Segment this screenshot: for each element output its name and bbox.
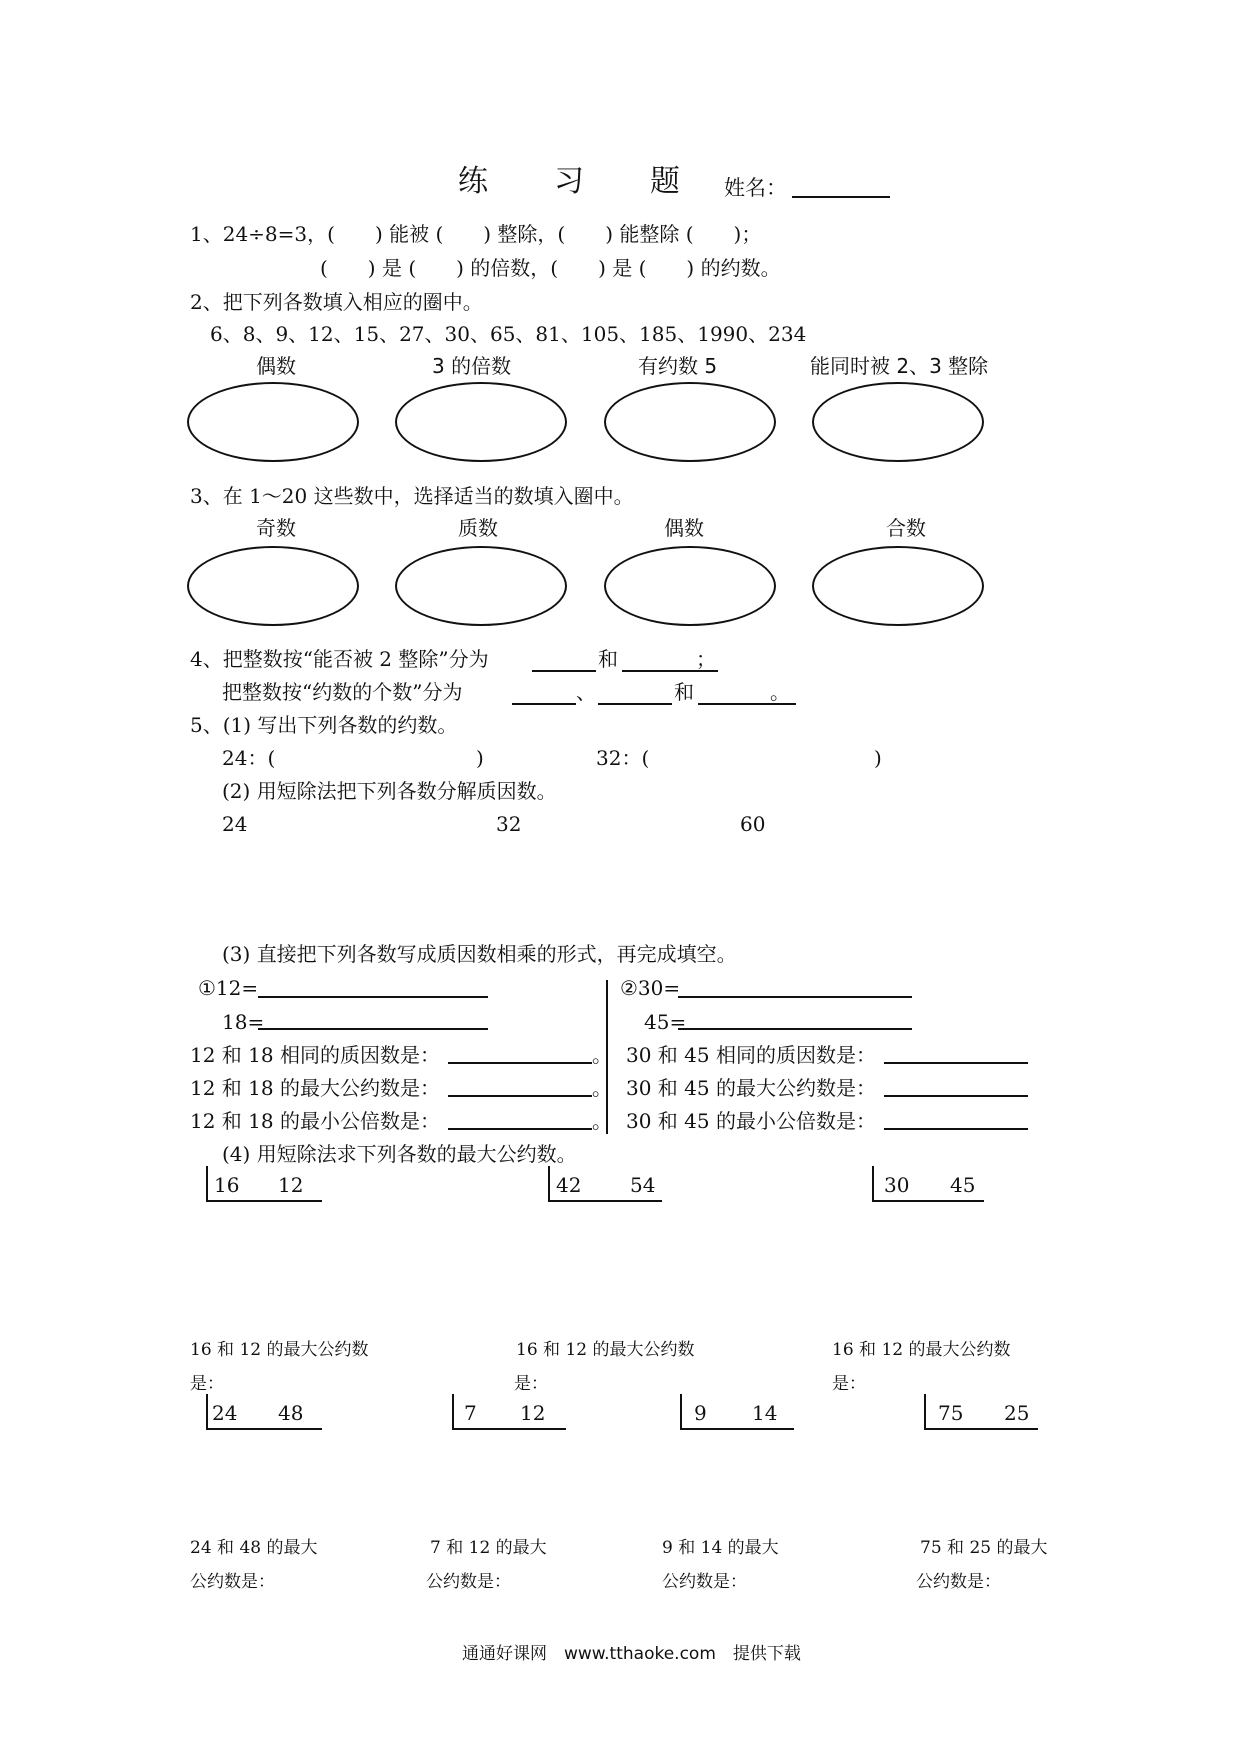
q5-24-open: 24：( xyxy=(222,746,276,770)
q4-blank-3[interactable] xyxy=(512,703,576,705)
q5-left-r3-blank[interactable] xyxy=(448,1128,592,1130)
q2-label-div6: 能同时被 2、3 整除 xyxy=(810,354,989,378)
division-num-a: 30 xyxy=(884,1173,910,1197)
q5-left-12: ①12= xyxy=(198,976,259,1000)
q5-right-r1: 30 和 45 相同的质因数是： xyxy=(626,1043,876,1067)
q5-p2-num-32: 32 xyxy=(496,812,522,836)
q4-blank-1[interactable] xyxy=(532,670,596,672)
q2-circle-mult3[interactable] xyxy=(395,382,567,462)
division-num-a: 75 xyxy=(938,1401,964,1425)
gcd-answer-label: 24 和 48 的最大 xyxy=(190,1538,318,1558)
q4-line1-end: ； xyxy=(696,647,716,671)
q3-label-prime: 质数 xyxy=(458,516,498,540)
q1-line2: ( ) 是 ( ) 的倍数，( ) 是 ( ) 的约数。 xyxy=(320,256,781,280)
q4-line1-text: 4、把整数按“能否被 2 整除”分为 xyxy=(190,647,489,671)
q5-right-30: ②30= xyxy=(620,976,681,1000)
q5-p2-num-60: 60 xyxy=(740,812,766,836)
short-division-baseline xyxy=(680,1428,794,1430)
division-num-b: 48 xyxy=(278,1401,304,1425)
q3-label-composite: 合数 xyxy=(886,516,926,540)
short-division-bracket xyxy=(680,1394,682,1430)
q3-circle-prime[interactable] xyxy=(395,546,567,626)
q5-p4: (4) 用短除法求下列各数的最大公约数。 xyxy=(222,1142,577,1166)
footer-source: 通通好课网 www.tthaoke.com 提供下载 xyxy=(462,1644,801,1664)
q5-right-45: 45= xyxy=(644,1010,687,1034)
division-num-a: 16 xyxy=(214,1173,240,1197)
short-division-baseline xyxy=(452,1428,566,1430)
q5-left-12-blank[interactable] xyxy=(258,996,488,998)
q5-left-r2-blank[interactable] xyxy=(448,1095,592,1097)
q4-blank-4[interactable] xyxy=(598,703,672,705)
q5-right-r2: 30 和 45 的最大公约数是： xyxy=(626,1076,876,1100)
q2-numbers: 6、8、9、12、15、27、30、65、81、105、185、1990、234 xyxy=(210,322,807,346)
division-num-b: 54 xyxy=(630,1173,656,1197)
q3-label-even: 偶数 xyxy=(664,516,704,540)
gcd-answer-label: 公约数是： xyxy=(426,1572,511,1592)
short-division-bracket xyxy=(206,1394,208,1430)
q5-left-r1-blank[interactable] xyxy=(448,1062,592,1064)
q5-right-r3-blank[interactable] xyxy=(884,1128,1028,1130)
q4-line2-sep: 、 xyxy=(576,680,596,704)
q2-label-even: 偶数 xyxy=(256,354,296,378)
division-num-a: 7 xyxy=(464,1401,477,1425)
page-title: 练 习 题 xyxy=(458,164,682,199)
division-num-b: 25 xyxy=(1004,1401,1030,1425)
short-division-bracket xyxy=(452,1394,454,1430)
q5-right-r2-blank[interactable] xyxy=(884,1095,1028,1097)
short-division-baseline xyxy=(872,1200,984,1202)
gcd-answer-label: 16 和 12 的最大公约数 xyxy=(190,1340,369,1360)
q5-left-18-blank[interactable] xyxy=(258,1028,488,1030)
q4-line2-end: 。 xyxy=(770,680,790,704)
division-num-b: 12 xyxy=(278,1173,304,1197)
q5-right-30-blank[interactable] xyxy=(678,996,912,998)
division-num-b: 12 xyxy=(520,1401,546,1425)
gcd-answer-label: 7 和 12 的最大 xyxy=(430,1538,547,1558)
q4-line2-text: 把整数按“约数的个数”分为 xyxy=(222,680,463,704)
short-division-baseline xyxy=(206,1428,322,1430)
q5-left-18: 18= xyxy=(222,1010,265,1034)
q3-circle-odd[interactable] xyxy=(187,546,359,626)
division-num-b: 14 xyxy=(752,1401,778,1425)
short-division-baseline xyxy=(924,1428,1038,1430)
q5-left-r3-end: 。 xyxy=(592,1109,612,1133)
name-field[interactable] xyxy=(792,196,890,198)
division-num-a: 42 xyxy=(556,1173,582,1197)
q5-p2-num-24: 24 xyxy=(222,812,248,836)
gcd-answer-label: 是： xyxy=(832,1374,866,1394)
gcd-answer-label: 16 和 12 的最大公约数 xyxy=(516,1340,695,1360)
q4-line1-and: 和 xyxy=(598,647,618,671)
q3-circle-composite[interactable] xyxy=(812,546,984,626)
division-num-a: 9 xyxy=(694,1401,707,1425)
short-division-baseline xyxy=(206,1200,322,1202)
q3-prompt: 3、在 1～20 这些数中，选择适当的数填入圈中。 xyxy=(190,484,634,508)
q2-label-div5: 有约数 5 xyxy=(638,354,718,378)
gcd-answer-label: 公约数是： xyxy=(662,1572,747,1592)
q5-right-r1-blank[interactable] xyxy=(884,1062,1028,1064)
gcd-answer-label: 公约数是： xyxy=(190,1572,275,1592)
q4-line2-and: 和 xyxy=(674,680,694,704)
name-label: 姓名： xyxy=(724,176,787,200)
q1-line1: 1、24÷8=3，( ) 能被 ( ) 整除，( ) 能整除 ( )； xyxy=(190,222,762,246)
q5-left-r2: 12 和 18 的最大公约数是： xyxy=(190,1076,440,1100)
division-num-b: 45 xyxy=(950,1173,976,1197)
q5-right-45-blank[interactable] xyxy=(678,1028,912,1030)
gcd-answer-label: 9 和 14 的最大 xyxy=(662,1538,779,1558)
q5-p2: (2) 用短除法把下列各数分解质因数。 xyxy=(222,779,557,803)
q5-24-close: ) xyxy=(476,746,484,770)
short-division-baseline xyxy=(548,1200,662,1202)
q5-32-close: ) xyxy=(874,746,882,770)
gcd-answer-label: 是： xyxy=(190,1374,224,1394)
gcd-answer-label: 公约数是： xyxy=(916,1572,1001,1592)
q2-circle-div5[interactable] xyxy=(604,382,776,462)
q2-circle-div6[interactable] xyxy=(812,382,984,462)
q5-right-r3: 30 和 45 的最小公倍数是： xyxy=(626,1109,876,1133)
gcd-answer-label: 是： xyxy=(514,1374,548,1394)
short-division-bracket xyxy=(206,1166,208,1202)
q2-circle-even[interactable] xyxy=(187,382,359,462)
q5-left-r1-end: 。 xyxy=(592,1043,612,1067)
q2-label-mult3: 3 的倍数 xyxy=(432,354,512,378)
q3-circle-even[interactable] xyxy=(604,546,776,626)
q5-left-r2-end: 。 xyxy=(592,1076,612,1100)
division-num-a: 24 xyxy=(212,1401,238,1425)
q5-p1: 5、(1) 写出下列各数的约数。 xyxy=(190,713,458,737)
q5-left-r3: 12 和 18 的最小公倍数是： xyxy=(190,1109,440,1133)
short-division-bracket xyxy=(548,1166,550,1202)
q3-label-odd: 奇数 xyxy=(256,516,296,540)
q5-p3: (3) 直接把下列各数写成质因数相乘的形式，再完成填空。 xyxy=(222,942,737,966)
q5-left-r1: 12 和 18 相同的质因数是： xyxy=(190,1043,440,1067)
q5-32-open: 32：( xyxy=(596,746,650,770)
gcd-answer-label: 16 和 12 的最大公约数 xyxy=(832,1340,1011,1360)
gcd-answer-label: 75 和 25 的最大 xyxy=(920,1538,1048,1558)
short-division-bracket xyxy=(872,1166,874,1202)
q2-prompt: 2、把下列各数填入相应的圈中。 xyxy=(190,290,483,314)
short-division-bracket xyxy=(924,1394,926,1430)
q5-divider xyxy=(606,980,608,1134)
